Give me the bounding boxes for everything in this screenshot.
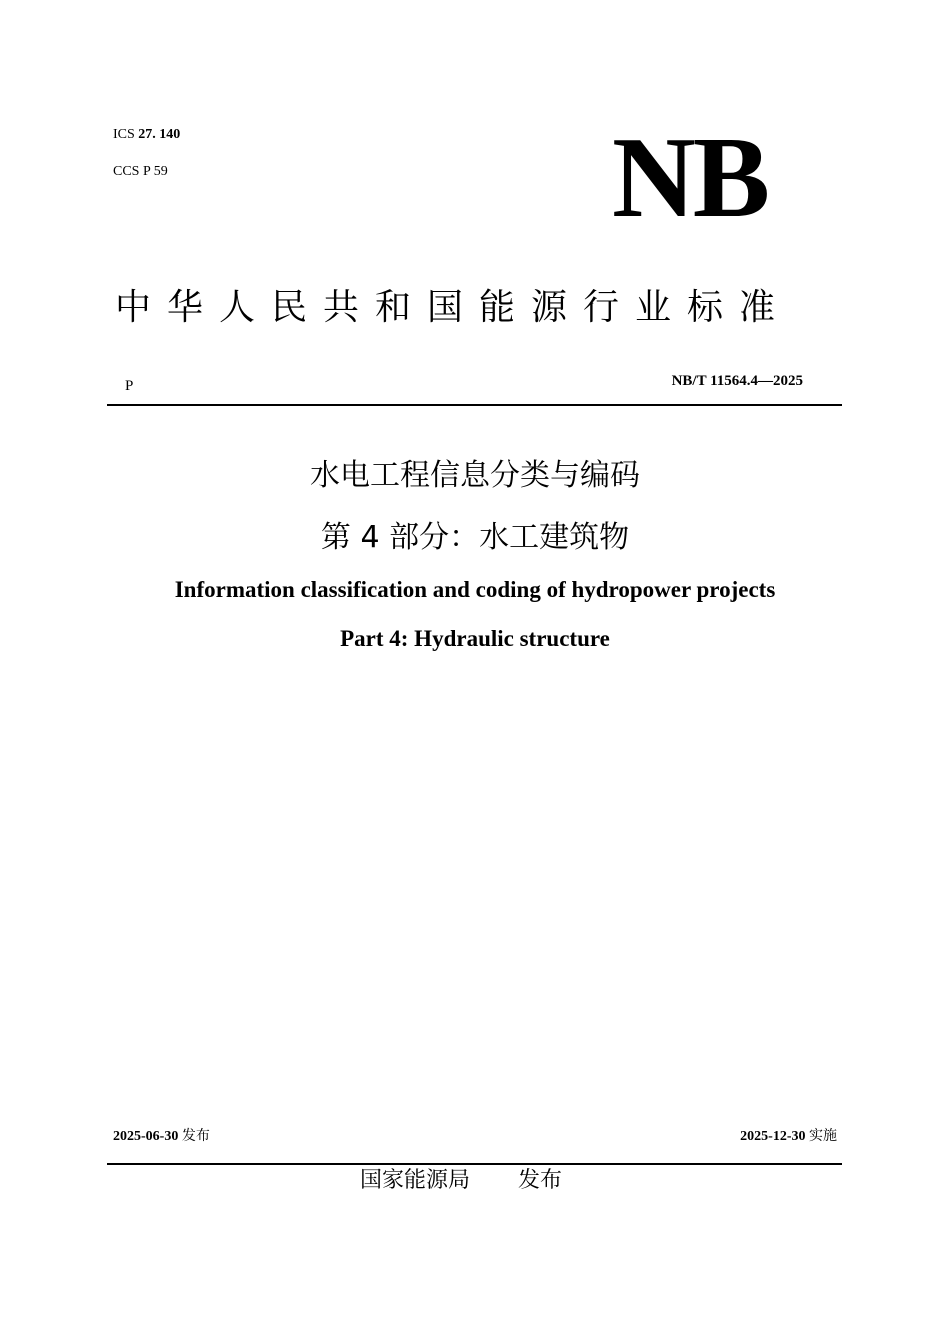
ics-number: 27. 140 [138, 127, 181, 142]
en-title-line-2: Part 4: Hydraulic structure [340, 626, 610, 651]
effective-date-value: 2025-12-30 [740, 1129, 806, 1144]
nb-logo: NB [612, 114, 768, 242]
issue-date [113, 1125, 210, 1145]
classification-code: P [125, 378, 134, 394]
issue-date-value: 2025-06-30 [113, 1129, 179, 1144]
ics-prefix: ICS [113, 127, 135, 142]
effective-date [740, 1125, 837, 1145]
top-divider [107, 404, 842, 406]
cn-title-line-1: 水电工程信息分类与编码 [310, 458, 640, 493]
ccs-code: CCS P 59 [113, 164, 168, 179]
cn-title-line-2: 第 4 部分：水工建筑物 [320, 520, 630, 555]
publisher [360, 1163, 562, 1194]
issue-label: 发布 [181, 1128, 210, 1144]
standard-title: 中华人民共和国能源行业标准 [115, 287, 792, 328]
publisher-label: 发布 [518, 1168, 563, 1193]
en-title-line-1: Information classification and coding of hydropower projects [174, 577, 776, 602]
publisher-name: 国家能源局 [360, 1168, 471, 1193]
effective-label: 实施 [809, 1128, 837, 1144]
ics-code [113, 127, 180, 143]
standard-number: NB/T 11564.4—2025 [671, 373, 803, 389]
